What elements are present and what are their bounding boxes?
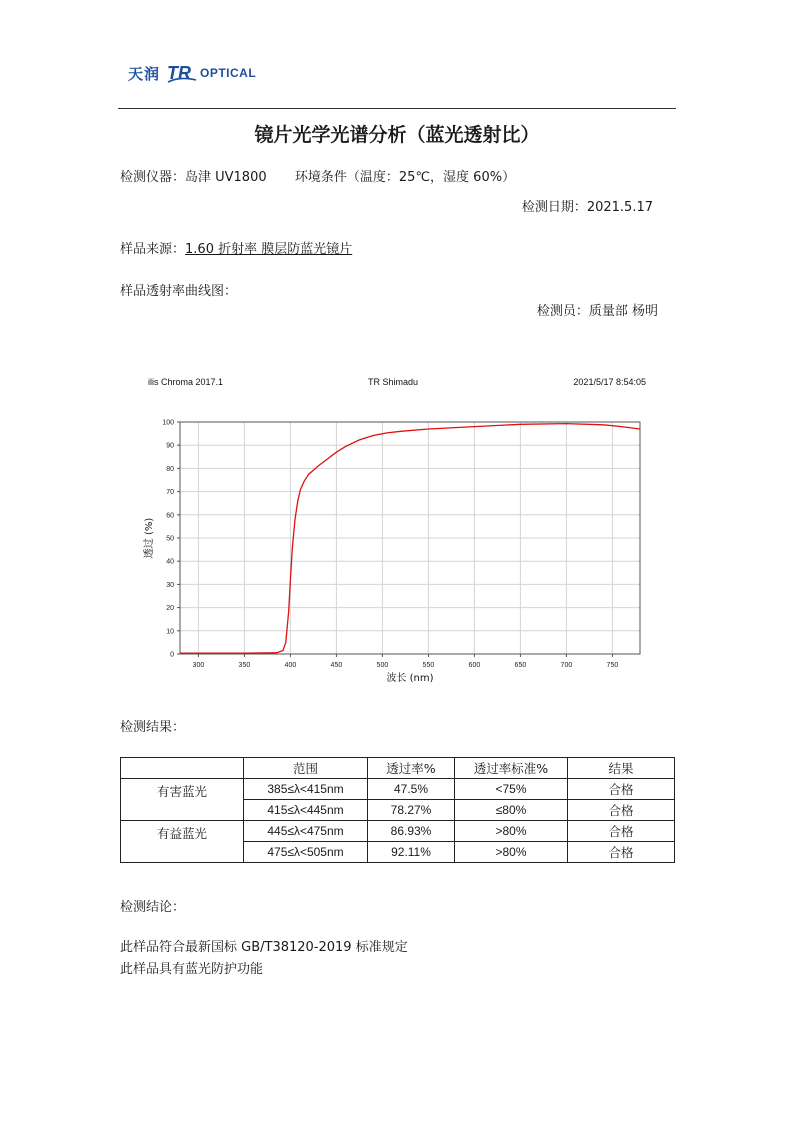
header-rule	[118, 108, 676, 109]
cell-standard: ≤80%	[455, 800, 568, 821]
x-tick-label: 600	[468, 662, 481, 669]
sample-source	[120, 238, 352, 257]
cell-range: 385≤λ<415nm	[244, 779, 368, 800]
x-tick-label: 500	[376, 662, 389, 669]
results-table	[120, 757, 675, 863]
x-tick-label: 350	[238, 662, 251, 669]
chart-header-right: 2021/5/17 8:54:05	[573, 377, 646, 387]
y-tick-label: 80	[166, 465, 174, 473]
x-tick-label: 450	[330, 662, 343, 669]
y-tick-label: 70	[166, 489, 174, 497]
conclusion-line-2: 此样品具有蓝光防护功能	[120, 962, 264, 977]
cell-result: 合格	[568, 821, 675, 842]
y-tick-label: 100	[162, 419, 174, 427]
cell-range: 445≤λ<475nm	[244, 821, 368, 842]
curve-label: 样品透射率曲线图：	[120, 284, 238, 299]
results-label: 检测结果：	[120, 720, 186, 735]
x-tick-label: 400	[284, 662, 297, 669]
x-tick-label: 650	[514, 662, 527, 669]
cell-rate: 78.27%	[368, 800, 455, 821]
y-tick-label: 60	[166, 512, 174, 520]
cell-result: 合格	[568, 800, 675, 821]
x-tick-label: 300	[192, 662, 205, 669]
page-title: 镜片光学光谱分析（蓝光透射比）	[254, 124, 540, 146]
cell-rate: 47.5%	[368, 779, 455, 800]
y-tick-label: 50	[166, 535, 174, 543]
y-tick-label: 90	[166, 442, 174, 450]
company-logo	[128, 62, 256, 84]
cell-standard: >80%	[455, 842, 568, 863]
cell-range: 475≤λ<505nm	[244, 842, 368, 863]
test-date: 检测日期：2021.5.17	[521, 200, 653, 215]
cell-result: 合格	[568, 842, 675, 863]
logo-mark-text: TR	[167, 63, 192, 83]
table-header-cell	[121, 758, 244, 779]
transmittance-chart	[140, 412, 650, 684]
sample-source-label: 样品来源：	[120, 242, 186, 257]
y-tick-label: 0	[170, 651, 174, 659]
cell-range: 415≤λ<445nm	[244, 800, 368, 821]
x-axis-label: 波长 (nm)	[386, 673, 434, 684]
table-header-cell: 范围	[244, 758, 368, 779]
cell-rate: 86.93%	[368, 821, 455, 842]
instrument-text: 检测仪器：岛津 UV1800	[120, 170, 267, 185]
table-row	[121, 779, 675, 800]
y-tick-label: 20	[166, 605, 174, 613]
environment-text: 环境条件（温度：25℃，湿度 60%）	[294, 170, 516, 185]
instrument-line	[120, 166, 515, 185]
table-header-cell: 结果	[568, 758, 675, 779]
sample-source-value: 1.60 折射率 膜层防蓝光镜片	[185, 242, 353, 257]
inspector: 检测员：质量部 杨明	[536, 304, 658, 319]
logo-brand-en: OPTICAL	[200, 66, 257, 80]
table-row	[121, 821, 675, 842]
cell-rate: 92.11%	[368, 842, 455, 863]
x-tick-label: 700	[560, 662, 573, 669]
logo-mark-icon	[166, 62, 198, 84]
cell-result: 合格	[568, 779, 675, 800]
table-header-row	[121, 758, 675, 779]
y-tick-label: 10	[166, 628, 174, 636]
y-tick-label: 40	[166, 558, 174, 566]
conclusion-label: 检测结论：	[120, 900, 186, 915]
table-header-cell: 透过率标准%	[455, 758, 568, 779]
chart-header-left: ilis Chroma 2017.1	[148, 377, 224, 387]
chart-header-center: TR Shimadu	[368, 377, 419, 387]
cell-standard: <75%	[455, 779, 568, 800]
chart-axes	[177, 422, 640, 657]
group-name-cell: 有害蓝光	[121, 779, 244, 821]
group-name-cell: 有益蓝光	[121, 821, 244, 863]
chart-grid	[180, 422, 640, 654]
table-header-cell: 透过率%	[368, 758, 455, 779]
x-tick-label: 750	[606, 662, 619, 669]
y-tick-label: 30	[166, 581, 174, 589]
x-tick-label: 550	[422, 662, 435, 669]
logo-brand-cn: 天润	[128, 64, 161, 83]
chart-tick-labels	[162, 420, 618, 670]
conclusion-line-1: 此样品符合最新国标 GB/T38120-2019 标准规定	[120, 940, 408, 955]
y-axis-label: 透过 (%)	[144, 517, 155, 559]
cell-standard: >80%	[455, 821, 568, 842]
